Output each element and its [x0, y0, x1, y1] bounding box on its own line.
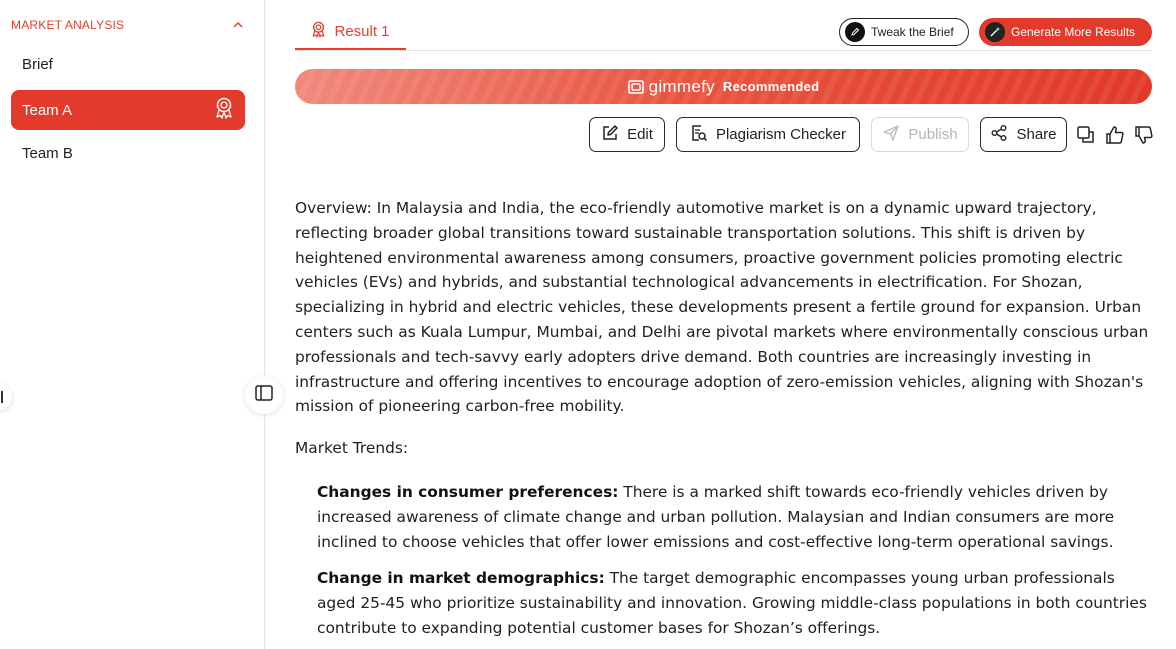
recommended-banner: [295, 69, 1152, 104]
recommended-label: Recommended: [722, 79, 820, 94]
trend-item-text: There is a marked shift towards eco-friendly vehicles driven by increased awareness of climate change and urban pollution. Malaysian and Indian consumers are more inclined to choose vehicles that offer lower emissions and cost-effective long-term operational savings.: [317, 482, 1115, 551]
publish-label: Publish: [908, 126, 958, 143]
sidebar-toggle-icon: [255, 385, 273, 406]
overview-paragraph: Overview: In Malaysia and India, the eco-friendly automotive market is on a dynamic upward trajectory, reflecting broader global transitions toward sustainable transportation solutions. This shift is driven by heightened environmental awareness among consumers, proactive government policies promoting electric vehicles (EVs) and hybrids, and substantial technological advancements in electrification. For Shozan, specializing in hybrid and electric vehicles, these developments present a fertile ground for expansion. Urban centers such as Kuala Lumpur, Mumbai, and Delhi are pivotal markets where environmentally conscious urban professionals and tech-savvy early adopters drive demand. Both countries are increasingly investing in infrastructure and offering incentives to encourage adoption of zero-emission vehicles, aligning with Shozan's mission of pioneering carbon-free mobility.: [295, 199, 1149, 416]
generate-more-results-button[interactable]: [979, 18, 1152, 46]
sidebar-toggle-button[interactable]: [245, 376, 283, 414]
thumbs-down-icon[interactable]: [1132, 123, 1156, 147]
tab-label: Result 1: [334, 22, 390, 40]
sidebar-item-label: Brief: [22, 55, 53, 73]
gimmefy-logo-icon: [628, 79, 644, 95]
award-icon: [214, 97, 234, 123]
sidebar-item-brief[interactable]: [11, 44, 245, 84]
sidebar: [0, 0, 265, 649]
sidebar-section-header[interactable]: [11, 17, 245, 33]
trend-item-title: Change in market demographics:: [317, 569, 605, 588]
trend-item-title: Changes in consumer preferences:: [317, 482, 619, 501]
trend-item: [317, 566, 1152, 640]
generate-more-results-label: Generate More Results: [1011, 25, 1136, 39]
wand-icon: [985, 22, 1005, 42]
plagiarism-checker-button[interactable]: [676, 117, 860, 152]
trend-item: [317, 480, 1152, 554]
publish-button[interactable]: [871, 117, 969, 152]
edit-button[interactable]: [589, 117, 665, 152]
brand-name: gimmefy: [648, 76, 715, 96]
tweak-brief-button[interactable]: [839, 18, 969, 46]
sidebar-item-team-b[interactable]: [11, 133, 245, 173]
share-label: Share: [1016, 126, 1057, 143]
edit-icon: [601, 124, 619, 146]
chevron-up-icon[interactable]: [231, 18, 245, 32]
tab-result-1[interactable]: [295, 14, 406, 50]
plagiarism-checker-label: Plagiarism Checker: [715, 126, 847, 143]
copy-icon[interactable]: [1074, 123, 1098, 147]
result-content: [295, 196, 1152, 641]
send-icon: [882, 124, 900, 146]
edit-label: Edit: [627, 126, 653, 143]
thumbs-up-icon[interactable]: [1103, 123, 1127, 147]
gimmefy-logo: [628, 77, 715, 97]
document-search-icon: [690, 124, 708, 146]
sidebar-item-label: Team A: [22, 101, 73, 119]
pencil-icon: [845, 22, 865, 42]
market-trends-heading: Market Trends:: [295, 439, 409, 458]
trend-item-text: The target demographic encompasses young urban professionals aged 25-45 who prioritize sustainability and innovation. Growing middle-class populations in both countries contribute to expanding potential customer bases for Shozan’s offerings.: [317, 569, 1147, 637]
sidebar-item-team-a[interactable]: [11, 90, 245, 130]
share-button[interactable]: [980, 117, 1067, 152]
share-icon: [990, 124, 1008, 146]
sidebar-section-title: MARKET ANALYSIS: [11, 18, 125, 32]
award-icon: [311, 21, 326, 42]
sidebar-item-label: Team B: [22, 144, 73, 162]
tweak-brief-label: Tweak the Brief: [871, 25, 954, 39]
